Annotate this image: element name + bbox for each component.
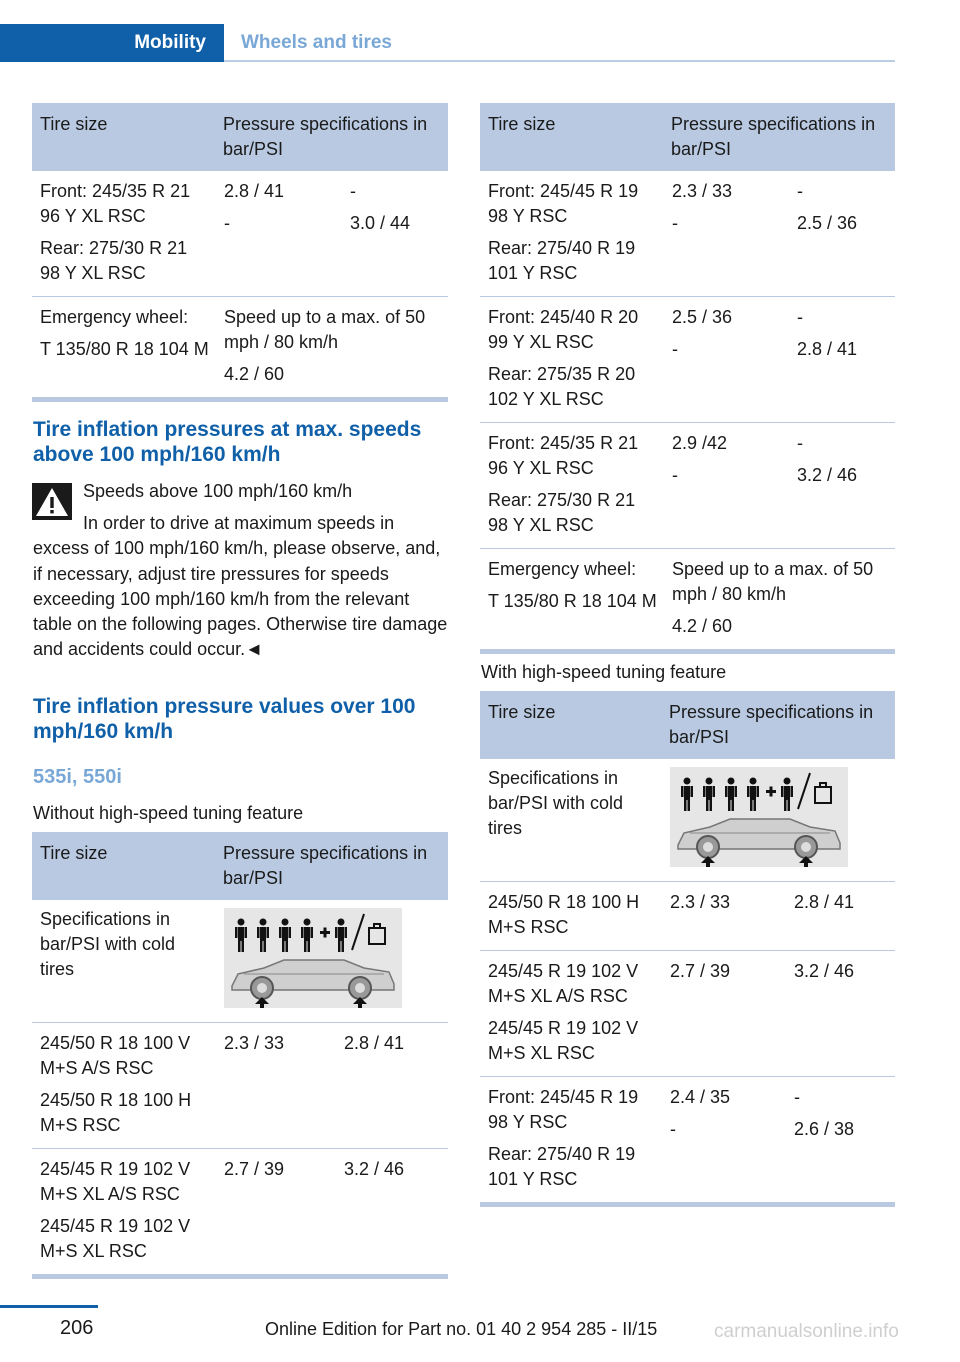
model-heading: 535i, 550i	[33, 766, 122, 788]
pressure-value: 4.2 / 60	[672, 616, 733, 636]
table-b	[32, 832, 448, 1279]
table-row	[32, 171, 448, 297]
edition-text: Online Edition for Part no. 01 40 2 954 285 - II/15	[265, 1319, 658, 1339]
pressure-value: 2.7 / 39	[224, 1159, 285, 1179]
table-row	[480, 171, 895, 297]
table-d	[480, 691, 895, 1207]
pressure-value: 3.2 / 46	[344, 1159, 405, 1179]
pressure-value: 2.4 / 35	[670, 1087, 731, 1107]
warning-body: excess of 100 mph/160 km/h, please observe, and, if necessary, adjust tire pressures for speeds exceeding 100 mph/160 km/h from the relevant table on the following pages. Otherwise tire damage and accidents could occur.◄	[33, 538, 448, 660]
pressure-value: 3.2 / 46	[797, 465, 858, 485]
header-rule	[224, 60, 895, 62]
table-row	[32, 1149, 448, 1274]
col-pressure: Pressure specifications in bar/PSI	[223, 114, 428, 159]
load-diagram	[670, 767, 848, 867]
pressure-value: -	[672, 465, 678, 485]
with-label: With high-speed tuning feature	[481, 662, 727, 682]
tire-size-rear: Rear: 275/35 R 20 102 Y XL RSC	[488, 364, 636, 409]
table-row	[480, 1077, 895, 1202]
occupancy-car-icon	[670, 767, 848, 867]
section-heading: Tire inflation pressure values over 100 mph/160 km/h	[33, 695, 416, 743]
emergency-label: Emergency wheel:	[488, 559, 637, 579]
col-pressure: Pressure specifications in bar/PSI	[669, 702, 874, 747]
table-row	[480, 882, 895, 951]
emergency-note: Speed up to a max. of 50 mph / 80 km/h	[224, 307, 426, 352]
pressure-value: 2.8 / 41	[224, 181, 285, 201]
pressure-value: 2.7 / 39	[670, 961, 731, 981]
page-number: 206	[60, 1317, 94, 1339]
pressure-value: 2.5 / 36	[672, 307, 733, 327]
tire-size-front: Front: 245/35 R 21 96 Y XL RSC	[488, 433, 639, 478]
pressure-value: 4.2 / 60	[224, 364, 285, 384]
pressure-value: -	[797, 307, 803, 327]
warning-text	[33, 479, 451, 662]
pressure-value: 2.9 /42	[672, 433, 728, 453]
col-pressure: Pressure specifications in bar/PSI	[671, 114, 876, 159]
without-label: Without high-speed tuning feature	[33, 803, 304, 823]
emergency-size: T 135/80 R 18 104 M	[488, 591, 657, 611]
tire-size-rear: Rear: 275/30 R 21 98 Y XL RSC	[488, 490, 636, 535]
load-diagram	[224, 908, 402, 1008]
tire-size: 245/45 R 19 102 V M+S XL A/S RSC	[40, 1159, 191, 1204]
tire-size: 245/45 R 19 102 V M+S XL RSC	[488, 1018, 639, 1063]
table-header	[32, 832, 448, 900]
emergency-size: T 135/80 R 18 104 M	[40, 339, 209, 359]
warning-title: Speeds above 100 mph/160 km/h	[83, 481, 353, 501]
col-tire-size: Tire size	[40, 114, 108, 134]
pressure-value: 2.3 / 33	[224, 1033, 285, 1053]
tire-size-rear: Rear: 275/40 R 19 101 Y RSC	[488, 1144, 636, 1189]
warning-lead: In order to drive at maximum speeds in	[83, 513, 395, 534]
table-row	[480, 549, 895, 649]
occupancy-car-icon	[224, 908, 402, 1008]
tire-size-front: Front: 245/45 R 19 98 Y RSC	[488, 1087, 639, 1132]
pressure-value: 3.0 / 44	[350, 213, 411, 233]
tire-size: 245/45 R 19 102 V M+S XL A/S RSC	[488, 961, 639, 1006]
tire-size: 245/50 R 18 100 H M+S RSC	[488, 892, 640, 937]
table-c	[480, 103, 895, 654]
tab-mobility[interactable]: Mobility	[0, 24, 224, 62]
table-header	[480, 103, 895, 171]
pressure-value: 2.8 / 41	[797, 339, 858, 359]
pressure-value: 2.3 / 33	[670, 892, 731, 912]
col-pressure: Pressure specifications in bar/PSI	[223, 843, 428, 888]
pressure-value: -	[224, 213, 230, 233]
tire-size-rear: Rear: 275/30 R 21 98 Y XL RSC	[40, 238, 188, 283]
pressure-value: -	[350, 181, 356, 201]
table-row	[480, 759, 895, 882]
section-heading: Tire inflation pressures at max. speeds above 100 mph/160 km/h	[33, 418, 422, 466]
table-row	[480, 423, 895, 549]
pressure-value: 2.5 / 36	[797, 213, 858, 233]
table-row	[480, 297, 895, 423]
pressure-value: 3.2 / 46	[794, 961, 855, 981]
emergency-label: Emergency wheel:	[40, 307, 189, 327]
watermark: carmanualsonline.info	[714, 1321, 899, 1342]
pressure-value: -	[670, 1119, 676, 1139]
pressure-value: -	[672, 213, 678, 233]
table-end-rule	[32, 1274, 448, 1279]
table-header	[32, 103, 448, 171]
col-tire-size: Tire size	[488, 114, 556, 134]
pressure-value: -	[794, 1087, 800, 1107]
table-end-rule	[480, 1202, 895, 1207]
tire-size: 245/50 R 18 100 H M+S RSC	[40, 1090, 192, 1135]
pressure-value: -	[672, 339, 678, 359]
table-end-rule	[480, 649, 895, 654]
pressure-value: -	[797, 433, 803, 453]
spec-label: Specifications in bar/PSI with cold tires	[40, 909, 176, 979]
pressure-value: 2.6 / 38	[794, 1119, 855, 1139]
tire-size: 245/45 R 19 102 V M+S XL RSC	[40, 1216, 191, 1261]
pressure-value: 2.8 / 41	[344, 1033, 405, 1053]
table-row	[32, 1023, 448, 1149]
tab-wheels-and-tires[interactable]: Wheels and tires	[241, 32, 392, 53]
tire-size: 245/50 R 18 100 V M+S A/S RSC	[40, 1033, 191, 1078]
tire-size-front: Front: 245/35 R 21 96 Y XL RSC	[40, 181, 191, 226]
spec-label: Specifications in bar/PSI with cold tires	[488, 768, 624, 838]
pressure-value: 2.3 / 33	[672, 181, 733, 201]
table-row	[32, 900, 448, 1023]
table-end-rule	[32, 397, 448, 402]
table-a	[32, 103, 448, 402]
table-row	[32, 297, 448, 397]
tire-size-rear: Rear: 275/40 R 19 101 Y RSC	[488, 238, 636, 283]
col-tire-size: Tire size	[40, 843, 108, 863]
tire-size-front: Front: 245/45 R 19 98 Y RSC	[488, 181, 639, 226]
emergency-note: Speed up to a max. of 50 mph / 80 km/h	[672, 559, 874, 604]
pressure-value: -	[797, 181, 803, 201]
table-header	[480, 691, 895, 759]
tire-size-front: Front: 245/40 R 20 99 Y XL RSC	[488, 307, 639, 352]
footer-rule	[0, 1305, 98, 1308]
table-row	[480, 951, 895, 1077]
col-tire-size: Tire size	[488, 702, 556, 722]
pressure-value: 2.8 / 41	[794, 892, 855, 912]
